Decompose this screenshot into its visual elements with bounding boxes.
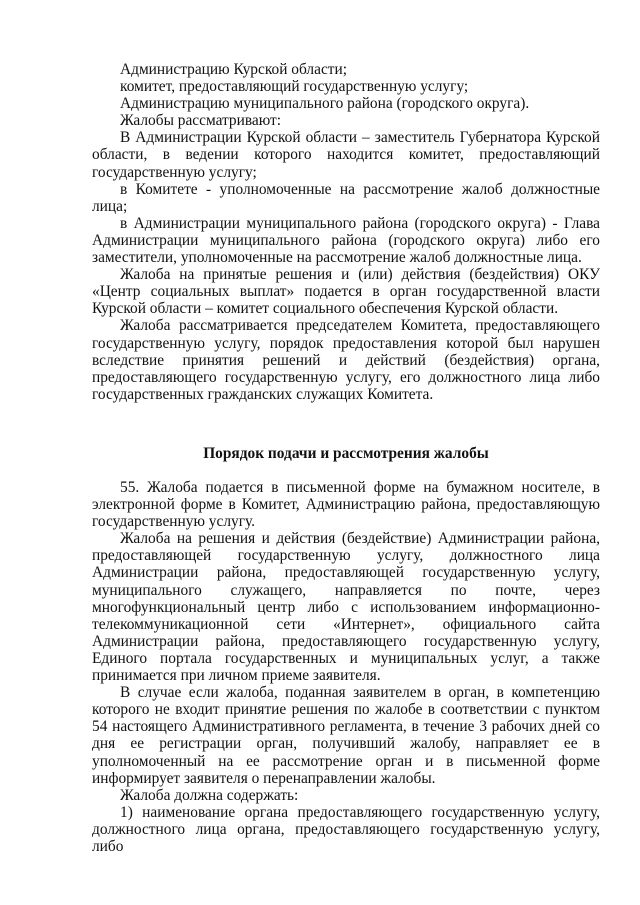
section-heading: Порядок подачи и рассмотрения жалобы [203, 445, 489, 462]
section-text-block [92, 479, 600, 855]
paragraph: 1) наименование органа предоставляющего государственную услугу, должностного лица органа, предоставляющего государственную услугу, либо [92, 803, 600, 855]
intro-text-block [92, 61, 600, 403]
paragraph: Жалоба на решения и действия (бездействие) Администрации района, предоставляющей государственную услугу, должностного лица Администрации района, предоставляющей государственную услугу, муниципального служащего, направляется по почте, через многофункциональный центр либо с использованием информационно-телекоммуникационной сети «Интернет», официального сайта Администрации района, предоставляющего государственную услугу, Единого портала государственных и муниципальных услуг, а также принимается при личном приеме заявителя. [92, 530, 600, 685]
paragraph: в Комитете - уполномоченные на рассмотрение жалоб должностные лица; [92, 180, 600, 215]
paragraph: в Администрации муниципального района (городского округа) - Глава Администрации муниципального района (городского округа) либо его заместители, уполномоченные на рассмотрение жалоб должностные лица. [92, 214, 600, 267]
paragraph: комитет, предоставляющий государственную услугу; [120, 78, 469, 96]
paragraph: 55. Жалоба подается в письменной форме на бумажном носителе, в электронной форме в Комитет, Администрацию района, предоставляющую государственную услугу. [92, 479, 600, 531]
paragraph: В случае если жалоба, поданная заявителем в орган, в компетенцию которого не входит принятие решения по жалобе в соответствии с пунктом 54 настоящего Административного регламента, в течение 3 рабочих дней со дня ее регистрации орган, получивший жалобу, направляет ее в уполномоченный на ее рассмотрение орган и в письменной форме информирует заявителя о перенаправлении жалобы. [92, 684, 600, 787]
paragraph: Жалобы рассматривают: [120, 112, 282, 130]
paragraph: Администрацию муниципального района (городского округа). [120, 95, 530, 113]
paragraph: Администрацию Курской области; [120, 61, 348, 78]
paragraph: Жалоба рассматривается председателем Комитета, предоставляющего государственную услугу, порядок предоставления которой был нарушен вследствие принятия решений и действий (бездействия) органа, предоставляющего государственную услугу, его должностного лица либо государственных гражданских служащих Комитета. [92, 317, 600, 403]
paragraph: Жалоба должна содержать: [120, 786, 299, 804]
paragraph: Жалоба на принятые решения и (или) действия (бездействия) ОКУ «Центр социальных выплат» подается в орган государственной власти Курской области – комитет социального обеспечения Курской области. [92, 266, 600, 318]
section-heading-block [92, 445, 600, 462]
paragraph: В Администрации Курской области – заместитель Губернатора Курской области, в ведении которого находится комитет, предоставляющий государственную услугу; [92, 129, 600, 181]
